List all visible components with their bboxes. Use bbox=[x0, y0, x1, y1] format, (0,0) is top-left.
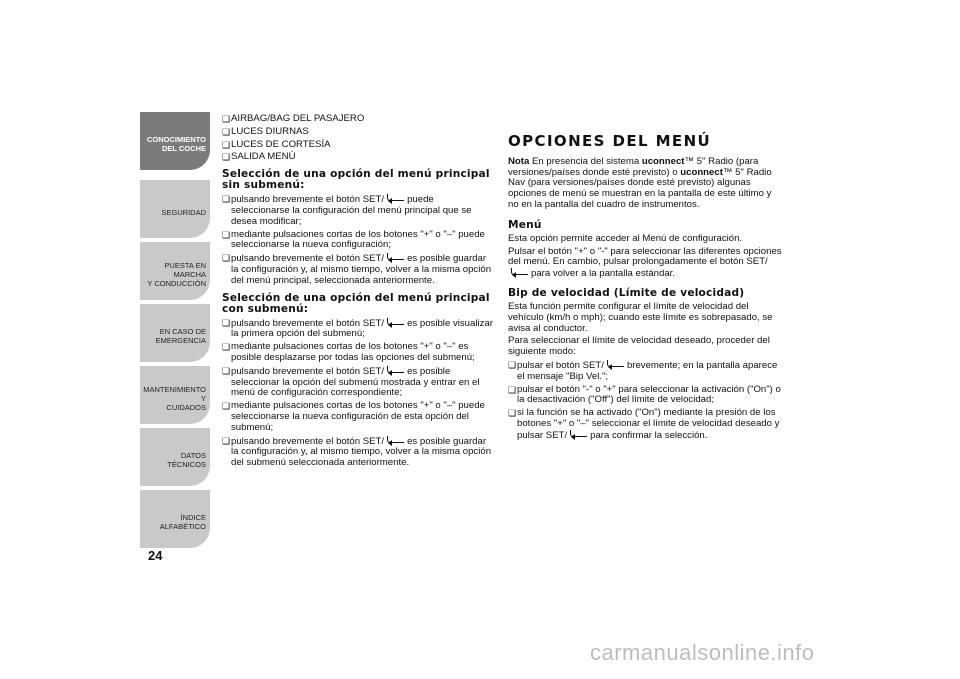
list-item-text: LUCES DIURNAS bbox=[231, 125, 309, 137]
chapter-tab-label: EMERGENCIA bbox=[155, 336, 206, 345]
list-item-text: pulsando brevemente el botón SET/ bbox=[231, 253, 385, 265]
section-title-without-submenu: Selección de una opción del menú principal sin submenú: bbox=[222, 168, 490, 192]
chapter-sidebar bbox=[140, 112, 210, 547]
chapter-tab-label: MANTENIMIENTO Y bbox=[143, 384, 206, 403]
return-arrow-icon bbox=[607, 360, 624, 367]
list-item-text-end: para confirmar la selección. bbox=[590, 429, 708, 441]
page-number: 24 bbox=[148, 548, 163, 563]
list-item bbox=[222, 127, 494, 138]
list-item-text: pulsando brevemente el botón SET/ bbox=[231, 435, 385, 447]
chapter-tab[interactable] bbox=[140, 490, 210, 548]
chapter-tab-label: EN CASO DE bbox=[159, 327, 206, 336]
checkbox-bullet-icon: ❏ bbox=[222, 139, 231, 150]
list-item-text: pulsando brevemente el botón SET/ bbox=[231, 194, 385, 206]
menu-section-title: Menú bbox=[508, 218, 542, 231]
chapter-tab[interactable] bbox=[140, 242, 210, 300]
list-item-text: pulsar el botón SET/ bbox=[517, 359, 604, 371]
chapter-tab-label: CUIDADOS bbox=[166, 402, 206, 412]
list-item bbox=[508, 408, 783, 441]
list-item-text-end: es posible seleccionar la opción del submenú mostrada y entrar en el menú de configuración correspondiente; bbox=[231, 365, 480, 399]
return-arrow-icon bbox=[387, 436, 404, 443]
list-item bbox=[222, 401, 494, 433]
note-paragraph bbox=[508, 157, 783, 211]
chapter-tab[interactable] bbox=[140, 180, 210, 238]
note-label: Nota bbox=[508, 155, 530, 167]
list-item bbox=[508, 385, 783, 407]
menu-paragraph-2-text: Pulsar el botón "+" o "-" para seleccionar las diferentes opciones del menú. En cambio, pulsar prolongadamente el botón SET/ bbox=[508, 245, 782, 268]
bip-steps-list bbox=[508, 360, 783, 442]
checkbox-bullet-icon: ❏ bbox=[222, 114, 231, 124]
section-title-with-submenu: Selección de una opción del menú principal con submenú: bbox=[222, 291, 490, 315]
list-item-text: mediante pulsaciones cortas de los botones "+" o "–" puede seleccionarse la nueva configuración de esta opción del submenú; bbox=[231, 400, 485, 433]
checkbox-bullet-icon: ❏ bbox=[508, 408, 517, 419]
checkbox-bullet-icon: ❏ bbox=[222, 435, 231, 446]
checkbox-bullet-icon: ❏ bbox=[222, 229, 231, 240]
list-item-text-end: puede seleccionarse la configuración del menú principal que se desea modificar; bbox=[231, 194, 472, 227]
note-text-2: ™ 5" Radio (para versiones/países donde esté previsto) o bbox=[508, 155, 759, 178]
chapter-tab-label: ÍNDICE ALFABÉTICO bbox=[159, 513, 206, 531]
return-arrow-icon bbox=[387, 194, 404, 201]
bip-paragraph-2: Para seleccionar el límite de velocidad deseado, proceder del siguiente modo: bbox=[508, 335, 770, 358]
list-item bbox=[222, 152, 494, 163]
list-item bbox=[222, 114, 494, 125]
menu-paragraph-2-end: para volver a la pantalla estándar. bbox=[531, 268, 675, 280]
return-arrow-icon bbox=[387, 366, 404, 373]
left-column bbox=[222, 114, 494, 471]
checkbox-bullet-icon: ❏ bbox=[222, 194, 231, 205]
list-item-text-end: brevemente; en la pantalla aparece el mensaje "Bip Vel."; bbox=[517, 359, 778, 382]
list-item bbox=[222, 366, 494, 399]
brand-name: uconnect bbox=[641, 155, 685, 167]
checkbox-bullet-icon: ❏ bbox=[508, 384, 517, 395]
list-item-text: LUCES DE CORTESÍA bbox=[231, 138, 331, 150]
list-item bbox=[222, 253, 494, 286]
menu-paragraph-1: Esta opción permite acceder al Menú de configuración. bbox=[508, 232, 743, 244]
list-item bbox=[222, 436, 494, 469]
return-arrow-icon bbox=[570, 430, 587, 437]
return-arrow-icon bbox=[387, 253, 404, 260]
chapter-tab[interactable] bbox=[140, 366, 210, 424]
return-arrow-icon bbox=[511, 268, 528, 275]
section-list-with-submenu bbox=[222, 318, 494, 469]
list-item bbox=[222, 230, 494, 252]
chapter-tab[interactable] bbox=[140, 428, 210, 486]
list-item-text-end: es posible guardar la configuración y, al mismo tiempo, volver a la misma opción del submenú seleccionada anteriormente. bbox=[231, 435, 492, 469]
chapter-tab-label: CONOCIMIENTO bbox=[146, 135, 206, 144]
list-item-text-end: es posible visualizar la primera opción del submenú; bbox=[231, 317, 493, 340]
note-text-1: En presencia del sistema bbox=[529, 155, 642, 167]
chapter-tab-label: DEL COCHE bbox=[161, 144, 206, 153]
list-item bbox=[222, 194, 494, 227]
list-item-text: mediante pulsaciones cortas de los botones "+" o "–" es posible desplazarse por todas las opciones del submenú; bbox=[231, 341, 475, 363]
list-item bbox=[508, 360, 783, 383]
chapter-tab-label: DATOS TÉCNICOS bbox=[167, 451, 206, 469]
list-item bbox=[222, 342, 494, 364]
list-item-text: SALIDA MENÚ bbox=[231, 151, 296, 163]
checkbox-bullet-icon: ❏ bbox=[222, 317, 231, 328]
menu-paragraph-2 bbox=[508, 247, 783, 280]
list-item bbox=[222, 318, 494, 341]
checkbox-bullet-icon: ❏ bbox=[222, 401, 231, 412]
checkbox-bullet-icon: ❏ bbox=[222, 342, 231, 353]
chapter-tab[interactable] bbox=[140, 112, 210, 170]
return-arrow-icon bbox=[387, 318, 404, 325]
bip-section-title: Bip de velocidad (Límite de velocidad) bbox=[508, 286, 745, 299]
checkbox-bullet-icon: ❏ bbox=[508, 359, 517, 370]
checkbox-bullet-icon: ❏ bbox=[222, 365, 231, 376]
list-item-text: pulsando brevemente el botón SET/ bbox=[231, 317, 385, 329]
list-item bbox=[222, 140, 494, 151]
brand-name: uconnect bbox=[680, 166, 723, 178]
list-item-text: pulsar el botón "-" o "+" para seleccionar la activación ("On") o la desactivación ("Off") del límite de velocidad; bbox=[517, 383, 781, 406]
checkbox-bullet-icon: ❏ bbox=[222, 126, 231, 137]
checkbox-bullet-icon: ❏ bbox=[222, 152, 231, 163]
note-text-3: ™ 5" Radio Nav (para versiones/países donde esté previsto) algunas opciones de menú se muestran en la pantalla de este último y no en la pantalla del cuadro de instrumentos. bbox=[508, 166, 772, 210]
chapter-tab-label: Y CONDUCCIÓN bbox=[147, 278, 206, 288]
list-item-text-end: es posible guardar la configuración y, al mismo tiempo, volver a la misma opción del menú principal, seleccionada anteriormente. bbox=[231, 253, 492, 286]
chapter-tab-label: PUESTA EN MARCHA bbox=[164, 260, 206, 279]
list-item-text: mediante pulsaciones cortas de los botones "+" o "–" puede seleccionarse la nueva configuración; bbox=[231, 228, 485, 251]
chapter-tab-label: SEGURIDAD bbox=[161, 207, 206, 217]
list-item-text: AIRBAG/BAG DEL PASAJERO bbox=[231, 113, 365, 124]
checkbox-bullet-icon: ❏ bbox=[222, 253, 231, 264]
bip-paragraph-1: Esta función permite configurar el límite de velocidad del vehículo (km/h o mph); cuando este límite es sobrepasado, se avisa al conductor. bbox=[508, 300, 773, 334]
section-list-without-submenu bbox=[222, 194, 494, 286]
chapter-tab[interactable] bbox=[140, 304, 210, 362]
watermark: carmanualsonline.info bbox=[590, 640, 815, 665]
page-heading: OPCIONES DEL MENÚ bbox=[508, 132, 712, 150]
list-item-text: si la función se ha activado ("On") mediante la presión de los botones "+" o "–" seleccionar el límite de velocidad deseado y pulsar SET/ bbox=[517, 407, 780, 441]
list-item-text: pulsando brevemente el botón SET/ bbox=[231, 365, 385, 377]
right-column bbox=[508, 108, 783, 444]
menu-item-list bbox=[222, 114, 494, 163]
